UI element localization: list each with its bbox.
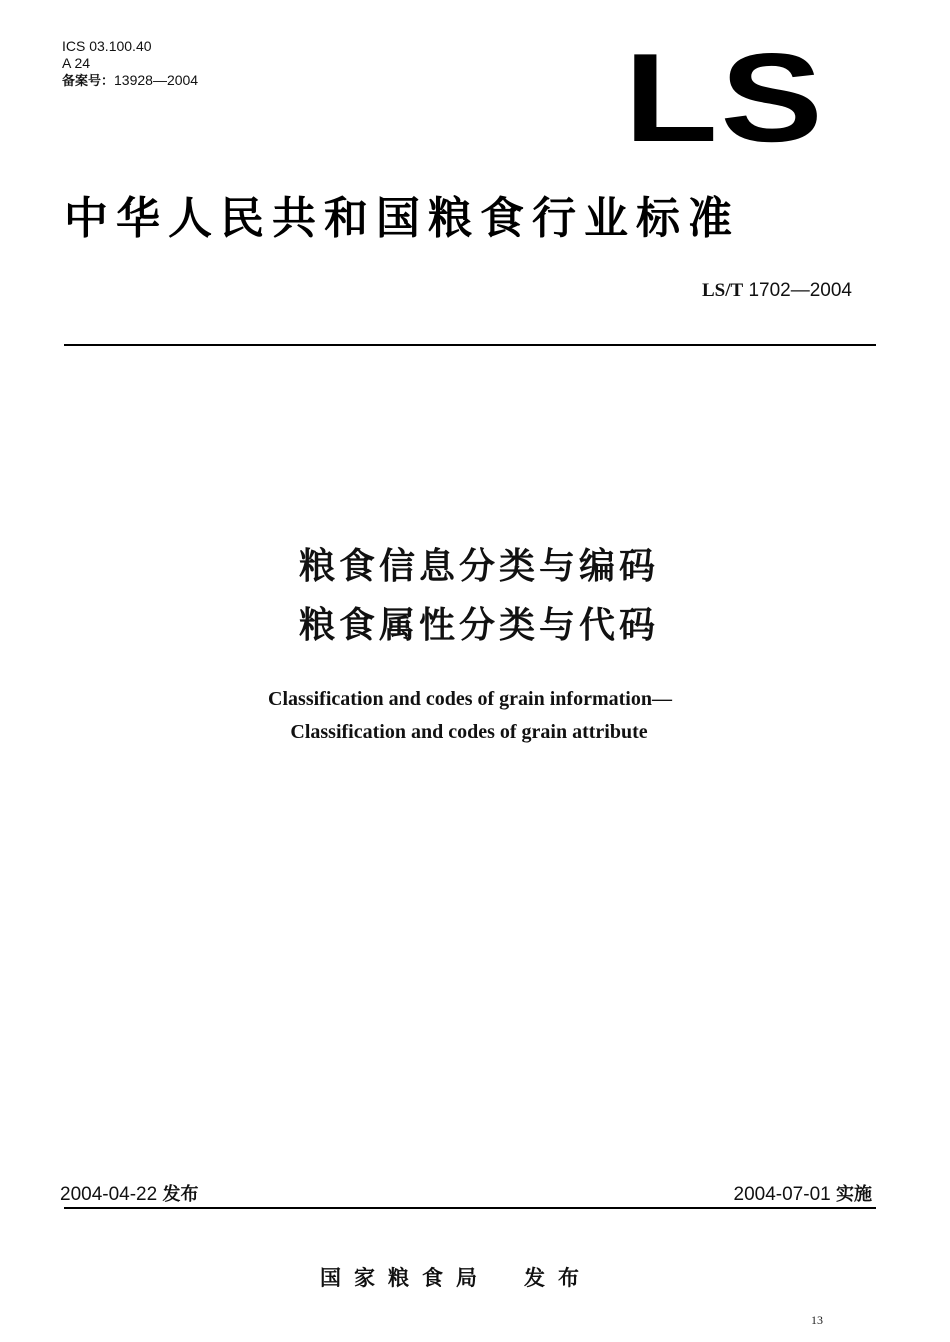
standard-number-value: 1702—2004 <box>748 280 852 301</box>
filing-record <box>62 72 198 90</box>
filing-number: 13928—2004 <box>114 72 199 88</box>
ccs-code: A 24 <box>62 55 91 71</box>
standard-number <box>702 280 852 302</box>
document-title-en-line1: Classification and codes of grain information— <box>268 688 672 710</box>
ls-logo: LS <box>624 27 826 168</box>
issue-date <box>60 1180 198 1206</box>
standard-category-title: 中华人民共和国粮食行业标准 <box>64 193 740 244</box>
implementation-date-value: 2004-07-01 <box>733 1184 831 1205</box>
document-title-cn-line1: 粮食信息分类与编码 <box>298 546 659 587</box>
implementation-date <box>734 1180 872 1206</box>
page-number: 13 <box>811 1313 823 1327</box>
filing-label: 备案号： <box>62 74 115 89</box>
publisher-action: 发布 <box>524 1266 592 1290</box>
issue-label: 发布 <box>162 1184 199 1205</box>
ics-code: ICS 03.100.40 <box>62 38 152 54</box>
issue-date-value: 2004-04-22 <box>60 1184 158 1205</box>
publisher-line <box>320 1262 592 1292</box>
document-title-cn-line2: 粮食属性分类与代码 <box>298 605 659 646</box>
classification-block <box>62 38 198 90</box>
document-title-en-line2: Classification and codes of grain attribute <box>290 721 648 743</box>
top-divider <box>64 344 876 346</box>
implementation-label: 实施 <box>836 1184 872 1205</box>
bottom-divider <box>64 1207 876 1209</box>
publisher-name: 国家粮食局 <box>320 1266 490 1290</box>
standard-number-prefix: LS/T <box>701 280 744 301</box>
